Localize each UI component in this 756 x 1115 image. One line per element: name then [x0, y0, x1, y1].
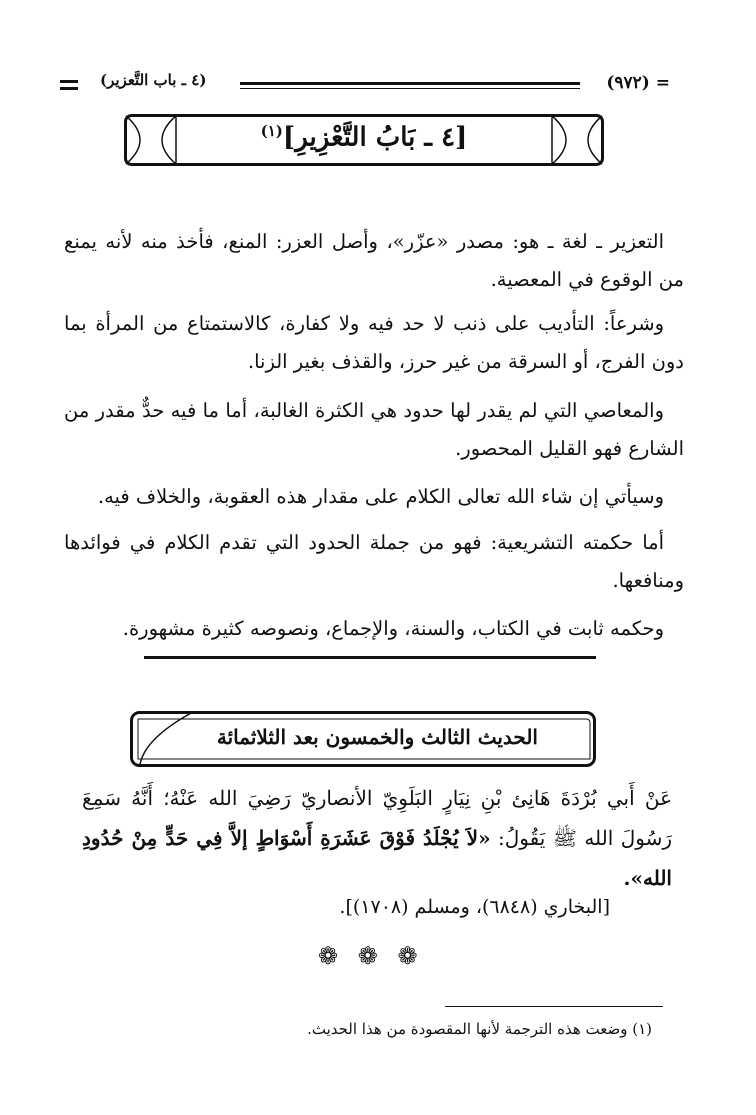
section-divider: [144, 656, 596, 659]
separator-ornament: ❁ ❁ ❁: [318, 942, 424, 970]
header-ornament-left: [60, 87, 78, 90]
paragraph-sins: والمعاصي التي لم يقدر لها حدود هي الكثرة الغالبة، أما ما فيه حدٌّ مقدر من الشارع فهو القليل المحصور.: [64, 399, 684, 460]
footnote-rule: [445, 1006, 663, 1007]
paragraph: [64, 305, 684, 381]
header-rule: [240, 82, 580, 85]
paragraph-upcoming: وسيأتي إن شاء الله تعالى الكلام على مقدار هذه العقوبة، والخلاف فيه.: [97, 485, 664, 508]
hadith-narration: [82, 778, 672, 898]
hadith-heading: الحديث الثالث والخمسون بعد الثلاثمائة: [216, 725, 538, 749]
hadith-quote: «لاَ يُجْلَدُ فَوْقَ عَشَرَةِ أَسْوَاطٍ إلاَّ فِي حَدٍّ مِنْ حُدُودِ الله».: [82, 826, 672, 890]
paragraph: [64, 223, 684, 299]
paragraph-ruling: وحكمه ثابت في الكتاب، والسنة، والإجماع، ونصوصه كثيرة مشهورة.: [122, 617, 664, 640]
paragraph-definition-lang: التعزير ـ لغة ـ هو: مصدر «عزّر»، وأصل العزر: المنع، فأخذ منه لأنه يمنع من الوقوع في المعصية.: [64, 230, 684, 291]
paragraph: [64, 610, 684, 648]
paragraph-definition-shar: وشرعاً: التأديب على ذنب لا حد فيه ولا كفارة، كالاستمتاع من المرأة بما دون الفرج، أو السرقة من غير حرز، والقذف بغير الزنا.: [64, 312, 684, 373]
hadith-source: [البخاري (٦٨٤٨)، ومسلم (١٧٠٨)].: [339, 896, 610, 918]
hadith-heading-box: [130, 711, 596, 767]
chapter-title: [٤ ـ بَابُ التَّعْزِيرِ]$^{(١)}$: [260, 122, 468, 153]
chapter-title-frame: [124, 114, 604, 166]
footnote: (١) وضعت هذه الترجمة لأنها المقصودة من هذا الحديث.: [307, 1020, 652, 1038]
header-ornament-left: [60, 80, 78, 83]
paragraph-wisdom: أما حكمته التشريعية: فهو من جملة الحدود التي تقدم الكلام في فوائدها ومنافعها.: [64, 531, 684, 592]
running-header-chapter: (٤ ـ باب التَّعزير): [100, 71, 207, 89]
header-rule: [240, 88, 580, 89]
paragraph: [64, 524, 684, 600]
hadith-chain: عَنْ أَبي بُرْدَةَ هَانِئ بْنِ نِيَارٍ البَلَوِيّ الأنصاريّ رَضِيَ الله عَنْهُ؛ أَنَّهُ سَمِعَ رَسُولَ الله ﷺ يَقُولُ:: [82, 786, 673, 850]
paragraph: [64, 392, 684, 468]
page-number: = (٩٧٢): [606, 73, 670, 93]
paragraph: [64, 478, 684, 516]
footnote-marker: (١): [260, 122, 283, 140]
